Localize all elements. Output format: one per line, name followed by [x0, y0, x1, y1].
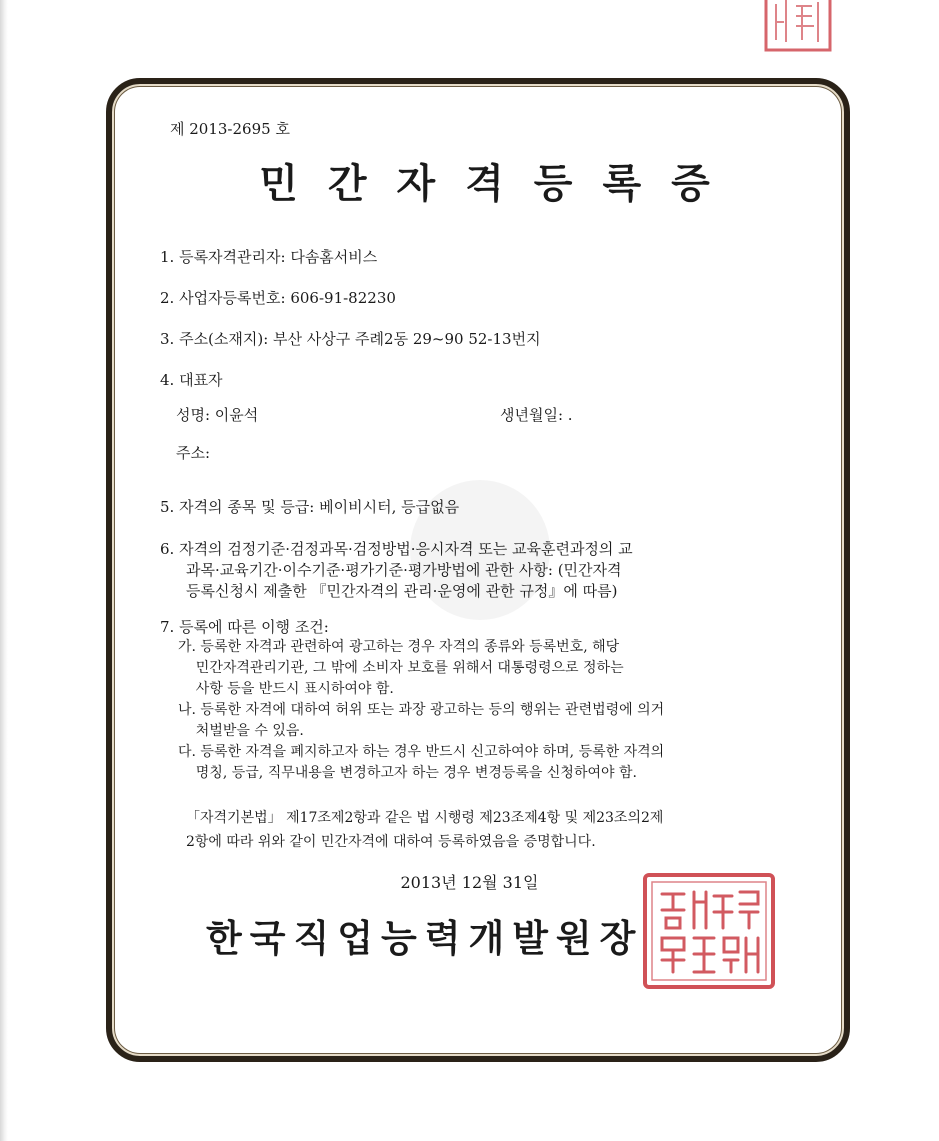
condition-line: 사항 등을 반드시 표시하여야 함.: [178, 681, 394, 697]
issuer-name: 한국직업능력개발원장: [206, 916, 644, 960]
item-business-number: 2. 사업자등록번호: 606-91-82230: [160, 289, 396, 307]
certificate-title: 민간자격등록증: [259, 160, 740, 207]
item-address: 3. 주소(소재지): 부산 사상구 주례2동 29~90 52-13번지: [160, 330, 541, 348]
legal-text-line-1: 「자격기본법」 제17조제2항과 같은 법 시행령 제23조제4항 및 제23조의2제: [186, 810, 664, 826]
official-seal-stamp: [642, 872, 776, 990]
condition-line: 다. 등록한 자격을 폐지하고자 하는 경우 반드시 신고하여야 하며, 등록한 자격의: [178, 744, 665, 760]
representative-name: 성명: 이윤석: [176, 406, 259, 424]
item-criteria-line-3: 등록신청시 제출한 『민간자격의 관리·운영에 관한 규정』에 따름): [186, 582, 618, 600]
certificate-number: 제 2013-2695 호: [170, 120, 290, 138]
conditions-heading: 7. 등록에 따른 이행 조건:: [160, 618, 329, 636]
representative-address: 주소:: [176, 444, 211, 462]
representative-birthdate: 생년월일: .: [500, 406, 573, 424]
condition-line: 명칭, 등급, 직무내용을 변경하고자 하는 경우 변경등록을 신청하여야 함.: [178, 765, 637, 781]
item-grade: 5. 자격의 종목 및 등급: 베이비시터, 등급없음: [160, 498, 460, 516]
condition-line: 가. 등록한 자격과 관련하여 광고하는 경우 자격의 종류와 등록번호, 해당: [178, 639, 620, 655]
condition-line: 민간자격관리기관, 그 밖에 소비자 보호를 위해서 대통령령으로 정하는: [178, 660, 624, 676]
condition-line: 처벌받을 수 있음.: [178, 723, 304, 739]
item-representative-heading: 4. 대표자: [160, 371, 223, 389]
item-criteria-line-1: 6. 자격의 검정기준·검정과목·검정방법·응시자격 또는 교육훈련과정의 교: [160, 540, 633, 558]
item-manager: 1. 등록자격관리자: 다솜홈서비스: [160, 248, 378, 266]
condition-line: 나. 등록한 자격에 대하여 허위 또는 과장 광고하는 등의 행위는 관련법령에 의거: [178, 702, 665, 718]
item-criteria-line-2: 과목·교육기간·이수기준·평가기준·평가방법에 관한 사항: (민간자격: [186, 561, 622, 579]
legal-text-line-2: 2항에 따라 위와 같이 민간자격에 대하여 등록하였음을 증명합니다.: [186, 834, 596, 850]
issue-date: 2013년 12월 31일: [400, 873, 539, 892]
top-seal-stamp: [762, 0, 836, 56]
